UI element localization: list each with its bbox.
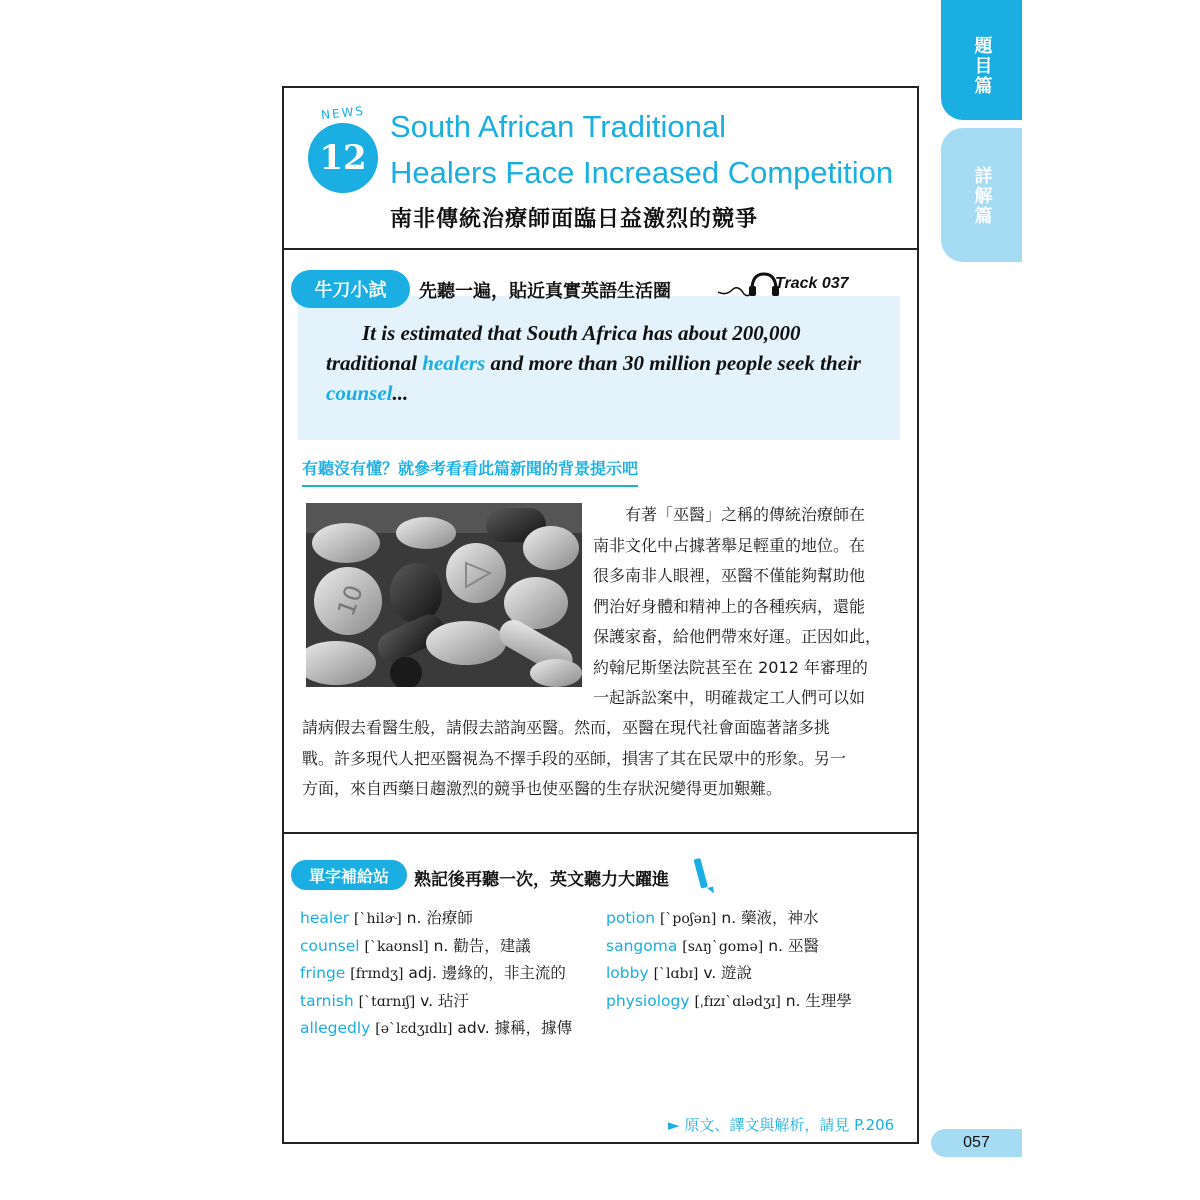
vocab-item xyxy=(606,988,852,1016)
pen-icon xyxy=(692,856,714,898)
vocab-word: fringe xyxy=(300,964,346,982)
vocab-definition: n. 治療師 xyxy=(406,909,473,927)
quote-keyword-counsel: counsel xyxy=(326,381,393,405)
vocab-divider xyxy=(282,832,919,834)
vocab-item xyxy=(300,905,572,933)
listening-label: 牛刀小試 xyxy=(291,270,410,308)
vocab-word: lobby xyxy=(606,964,649,982)
quote-part-2: and more than 30 million people seek their xyxy=(485,351,861,375)
bg-line-2: 南非文化中占據著舉足輕重的地位。在 xyxy=(593,535,866,555)
title-en-line-2: Healers Face Increased Competition xyxy=(390,155,894,190)
bg-line-5: 保護家畜，給他們帶來好運。正因如此， xyxy=(593,627,882,646)
title-en-line-1: South African Traditional xyxy=(390,109,727,144)
article-title-zh: 南非傳統治療師面臨日益激烈的競爭 xyxy=(390,206,759,232)
vocab-definition: adv. 據稱，據傳 xyxy=(457,1019,573,1037)
bg-line-10: 方面，來自西藥日趨激烈的競爭也使巫醫的生存狀況變得更加艱難。 xyxy=(302,779,783,798)
vocab-phonetic: [əˋlɛdʒɪdlɪ] xyxy=(375,1021,453,1037)
vocab-word: potion xyxy=(606,909,656,927)
tab-questions-label: 題目篇 xyxy=(971,36,993,96)
bg-line-3: 很多南非人眼裡，巫醫不僅能夠幫助他 xyxy=(593,566,866,585)
vocab-definition: n. 生理學 xyxy=(785,991,852,1010)
bg-line-9: 戰。許多現代人把巫醫視為不擇手段的巫師，損害了其在民眾中的形象。另一 xyxy=(302,748,847,768)
vocab-phonetic: [ˋtɑrnɪʃ] xyxy=(358,993,416,1010)
bg-line-6: 約翰尼斯堡法院甚至在 2012 年審理的 xyxy=(593,657,868,677)
vocab-item xyxy=(606,933,852,961)
vocab-phonetic: [ˋkaʊnsl] xyxy=(364,938,429,955)
vocab-definition: adj. 邊緣的，非主流的 xyxy=(408,964,566,982)
vocab-definition: v. 玷汙 xyxy=(420,991,469,1010)
svg-text:10: 10 xyxy=(331,581,369,620)
vocab-phonetic: [ˋhilɚ] xyxy=(354,911,402,927)
vocab-item xyxy=(606,960,852,988)
vocab-word: allegedly xyxy=(300,1019,371,1037)
vocab-phonetic: [ˋlɑbɪ] xyxy=(653,966,699,982)
vocab-phonetic: [frɪndʒ] xyxy=(350,966,404,982)
vocab-hint: 熟記後再聽一次，英文聽力大躍進 xyxy=(414,870,669,890)
news-label: NEWS xyxy=(320,103,366,123)
tab-answers[interactable] xyxy=(941,128,1022,262)
vocab-phonetic: [ˌfɪzɪˋɑlədʒɪ] xyxy=(694,993,781,1010)
vocab-item xyxy=(300,960,572,988)
quote-text xyxy=(326,318,896,408)
play-arrow-icon: ► xyxy=(668,1116,680,1134)
vocab-phonetic: [sʌŋˋgomə] xyxy=(682,938,764,955)
vocab-list-right xyxy=(606,905,852,1015)
background-paragraph-full xyxy=(302,713,900,805)
vocab-phonetic: [ˋpoʃən] xyxy=(659,911,717,927)
quote-part-3: ... xyxy=(392,381,409,405)
vocab-item xyxy=(606,905,852,933)
vocab-item xyxy=(300,1015,572,1043)
vocab-item xyxy=(300,933,572,961)
vocab-definition: n. 巫醫 xyxy=(768,936,819,955)
bg-line-8: 請病假去看醫生般，請假去諮詢巫醫。然而，巫醫在現代社會面臨著諸多挑 xyxy=(302,718,831,737)
pills-photo xyxy=(306,503,582,687)
vocab-definition: n. 勸告，建議 xyxy=(433,936,531,955)
background-paragraph-right xyxy=(593,500,899,714)
tab-questions[interactable] xyxy=(941,0,1022,120)
background-title: 有聽沒有懂？就參考看看此篇新聞的背景提示吧 xyxy=(302,456,638,487)
vocab-word: physiology xyxy=(606,991,690,1010)
article-title-en xyxy=(390,104,915,196)
quote-part-1: It is estimated that South Africa has about 200,000 traditional xyxy=(326,321,801,375)
news-number-badge: 12 xyxy=(308,123,378,193)
vocab-list-left xyxy=(300,905,572,1043)
listening-hint: 先聽一遍，貼近真實英語生活圈 xyxy=(419,281,671,302)
bg-line-1: 有著「巫醫」之稱的傳統治療師在 xyxy=(593,505,866,524)
track-label: Track 037 xyxy=(775,275,849,292)
vocab-item xyxy=(300,988,572,1016)
vocab-label: 單字補給站 xyxy=(291,860,407,890)
tab-answers-label: 詳解篇 xyxy=(971,166,993,226)
vocab-word: sangoma xyxy=(606,936,678,955)
vocab-definition: v. 遊說 xyxy=(703,964,753,982)
vocab-word: counsel xyxy=(300,936,360,955)
reference-text: 原文、譯文與解析，請見 P.206 xyxy=(684,1116,895,1134)
vocab-definition: n. 藥液，神水 xyxy=(721,909,819,927)
bg-line-4: 們治好身體和精神上的各種疾病，還能 xyxy=(593,596,866,616)
quote-keyword-healers: healers xyxy=(422,351,486,375)
bg-line-7: 一起訴訟案中，明確裁定工人們可以如 xyxy=(593,688,866,707)
vocab-word: healer xyxy=(300,909,350,927)
page-number: 057 xyxy=(931,1129,1022,1157)
reference-link[interactable] xyxy=(668,1114,894,1135)
header-divider xyxy=(282,248,919,250)
vocab-word: tarnish xyxy=(300,991,354,1010)
